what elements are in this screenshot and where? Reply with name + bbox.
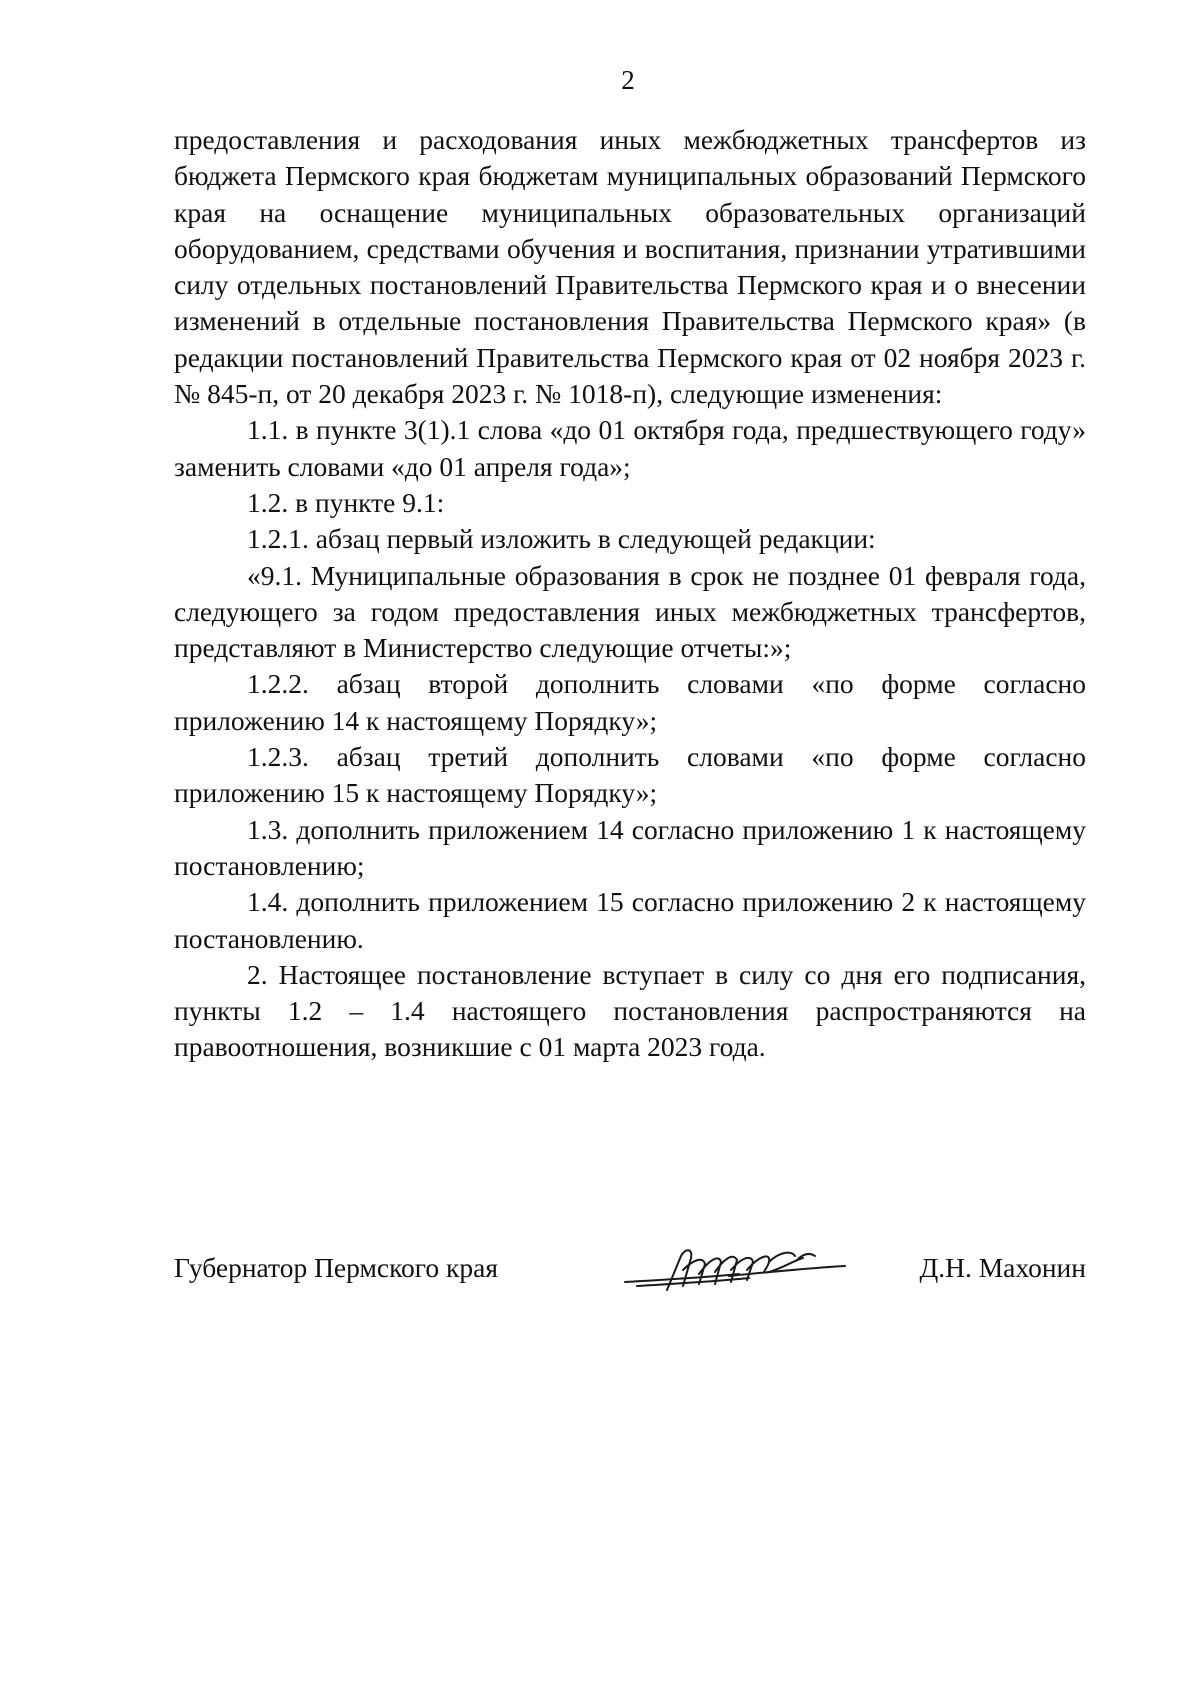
paragraph-intro: предоставления и расходования иных межбюджетных трансфертов из бюджета Пермского края бюджетам муниципальных образований Пермского края на оснащение муниципальных образовательных организаций оборудованием, средствами обучения и воспитания, признании утратившими силу отдельных постановлений Правительства Пермского края и о внесении изменений в отдельные постановления Правительства Пермского края» (в редакции постановлений Правительства Пермского края от 02 ноября 2023 г. № 845-п, от 20 декабря 2023 г. № 1018-п), следующие изменения: — [174, 124, 1086, 410]
signatory-name: Д.Н. Махонин — [919, 1252, 1086, 1283]
paragraph-1-4: 1.4. дополнить приложением 15 согласно приложению 2 к настоящему постановлению. — [174, 886, 1086, 954]
signatory-title: Губернатор Пермского края — [174, 1252, 498, 1283]
paragraph-1-3: 1.3. дополнить приложением 14 согласно приложению 1 к настоящему постановлению; — [174, 813, 1086, 881]
paragraph-9-1-quote: «9.1. Муниципальные образования в срок не позднее 01 февраля года, следующего за годом предоставления иных межбюджетных трансфертов, представляют в Министерство следующие отчеты:»; — [174, 559, 1086, 664]
paragraph-1-2: 1.2. в пункте 9.1: — [247, 486, 445, 518]
page-number: 2 — [621, 65, 635, 95]
document-body — [174, 122, 1086, 1066]
paragraph-1-2-3: 1.2.3. абзац третий дополнить словами «по форме согласно приложению 15 к настоящему Порядку»; — [174, 741, 1086, 809]
paragraph-2: 2. Настоящее постановление вступает в силу со дня его подписания, пункты 1.2 – 1.4 настоящего постановления распространяются на правоотношения, возникшие с 01 марта 2023 года. — [174, 958, 1086, 1063]
handwritten-signature — [619, 1230, 849, 1310]
paragraph-1-1: 1.1. в пункте 3(1).1 слова «до 01 октября года, предшествующего году» заменить словами «до 01 апреля года»; — [174, 414, 1086, 482]
paragraph-1-2-2: 1.2.2. абзац второй дополнить словами «по форме согласно приложению 14 к настоящему Порядку»; — [174, 668, 1086, 736]
paragraph-1-2-1: 1.2.1. абзац первый изложить в следующей редакции: — [247, 523, 876, 555]
signature-block — [174, 1230, 1086, 1330]
